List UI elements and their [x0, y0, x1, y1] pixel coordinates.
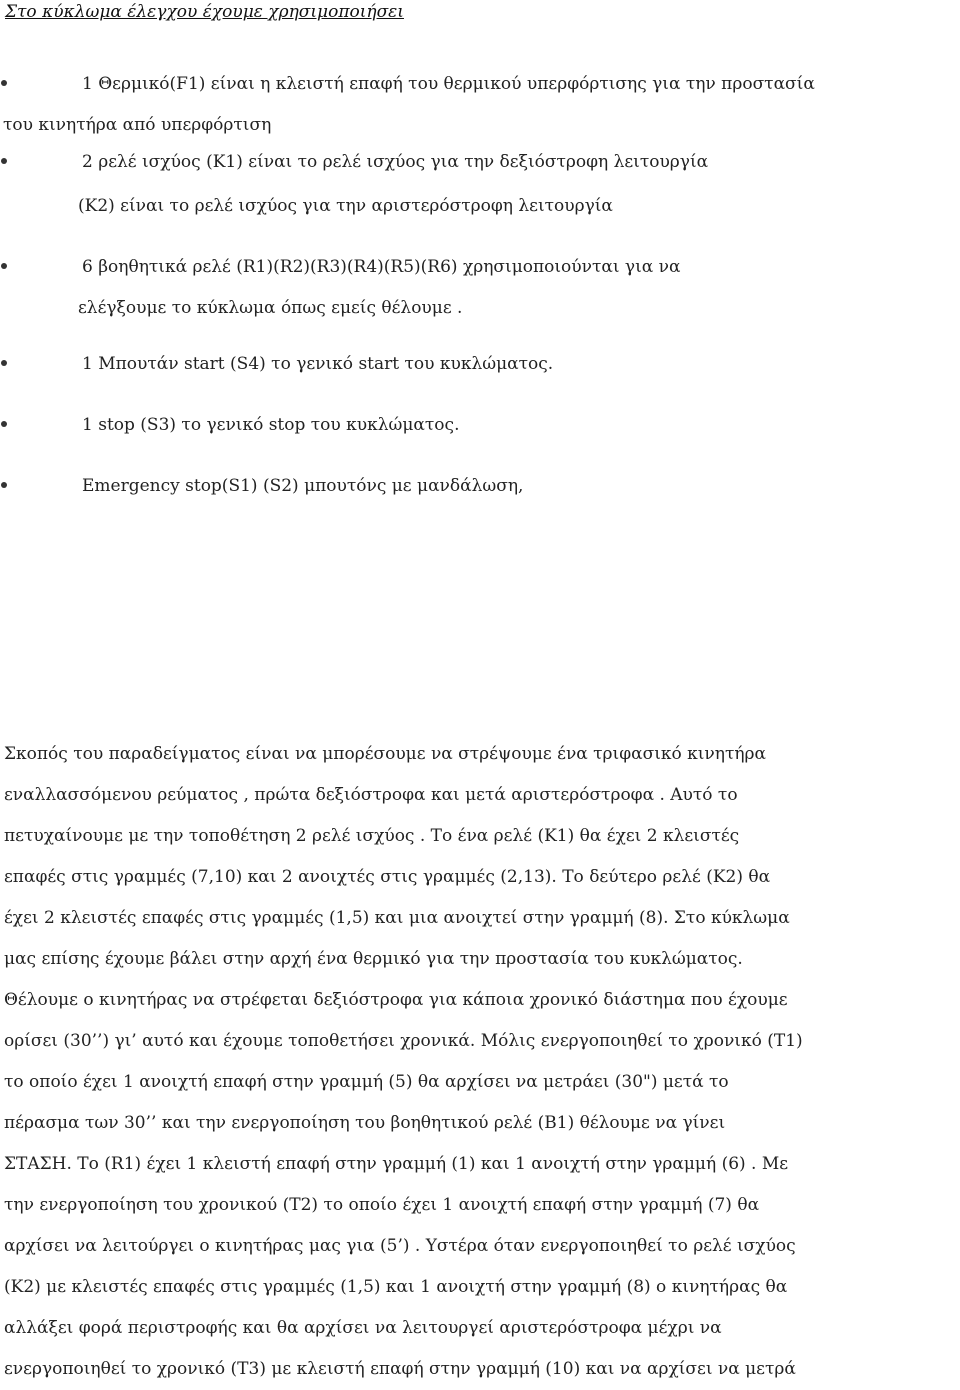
paragraph-line: μας επίσης έχουμε βάλει στην αρχή ένα θερμικό για την προστασία του κυκλώματος.	[4, 949, 743, 969]
bullet-2-line-1: 2 ρελέ ισχύος (Κ1) είναι το ρελέ ισχύος για την δεξιόστροφη λειτουργία	[82, 152, 709, 172]
bullet-4-line-1: 1 Μπουτάν start (S4) το γενικό start του κυκλώματος.	[82, 354, 554, 374]
paragraph-line: επαφές στις γραμμές (7,10) και 2 ανοιχτές στις γραμμές (2,13). Το δεύτερο ρελέ (Κ2) θα	[4, 867, 771, 887]
paragraph-line: έχει 2 κλειστές επαφές στις γραμμές (1,5) και μια ανοιχτεί στην γραμμή (8). Στο κύκλωμα	[4, 908, 790, 928]
section-heading: Στο κύκλωμα έλεγχου έχουμε χρησιμοποιήσει	[5, 2, 404, 22]
bullet-3-line-2: ελέγξουμε το κύκλωμα όπως εμείς θέλουμε .	[78, 298, 463, 318]
bullet-3-line-1: 6 βοηθητικά ρελέ (R1)(R2)(R3)(R4)(R5)(R6) χρησιμοποιούνται για να	[82, 257, 681, 277]
bullet-marker	[1, 80, 7, 86]
paragraph-line: (Κ2) με κλειστές επαφές στις γραμμές (1,5) και 1 ανοιχτή στην γραμμή (8) ο κινητήρας θα	[4, 1277, 788, 1297]
paragraph-line: πέρασμα των 30’’ και την ενεργοποίηση του βοηθητικού ρελέ (Β1) θέλουμε να γίνει	[4, 1113, 726, 1133]
paragraph-line: την ενεργοποίηση του χρονικού (Τ2) το οποίο έχει 1 ανοιχτή επαφή στην γραμμή (7) θα	[4, 1195, 760, 1215]
bullet-marker	[1, 158, 7, 164]
paragraph-line: το οποίο έχει 1 ανοιχτή επαφή στην γραμμή (5) θα αρχίσει να μετράει (30") μετά το	[4, 1072, 729, 1092]
bullet-marker	[1, 263, 7, 269]
body-paragraph	[4, 734, 958, 1390]
bullet-5-line-1: 1 stop (S3) το γενικό stop του κυκλώματος.	[82, 415, 460, 435]
paragraph-line: πετυχαίνουμε με την τοποθέτηση 2 ρελέ ισχύος . Το ένα ρελέ (Κ1) θα έχει 2 κλειστές	[4, 826, 740, 846]
paragraph-line: αλλάξει φορά περιστροφής και θα αρχίσει να λειτουργεί αριστερόστροφα μέχρι να	[4, 1318, 722, 1338]
paragraph-line: Σκοπός του παραδείγματος είναι να μπορέσουμε να στρέψουμε ένα τριφασικό κινητήρα	[4, 744, 767, 764]
paragraph-line: Θέλουμε ο κινητήρας να στρέφεται δεξιόστροφα για κάποια χρονικό διάστημα που έχουμε	[4, 990, 788, 1010]
bullet-marker	[1, 421, 7, 427]
paragraph-line: εναλλασσόμενου ρεύματος , πρώτα δεξιόστροφα και μετά αριστερόστροφα . Αυτό το	[4, 785, 738, 805]
paragraph-line: ορίσει (30’’) γι’ αυτό και έχουμε τοποθετήσει χρονικά. Μόλις ενεργοποιηθεί το χρονικό (Τ1)	[4, 1031, 803, 1051]
bullet-2-line-2: (Κ2) είναι το ρελέ ισχύος για την αριστερόστροφη λειτουργία	[78, 196, 613, 216]
bullet-marker	[1, 482, 7, 488]
bullet-1-line-1: 1 Θερμικό(F1) είναι η κλειστή επαφή του θερμικού υπερφόρτισης για την προστασία	[82, 74, 815, 94]
bullet-marker	[1, 360, 7, 366]
bullet-1-line-2: του κινητήρα από υπερφόρτιση	[3, 115, 272, 135]
paragraph-line: ενεργοποιηθεί το χρονικό (Τ3) με κλειστή επαφή στην γραμμή (10) και να αρχίσει να μετρά	[4, 1359, 796, 1379]
paragraph-line: ΣΤΑΣΗ. Το (R1) έχει 1 κλειστή επαφή στην γραμμή (1) και 1 ανοιχτή στην γραμμή (6) . Με	[4, 1154, 789, 1174]
bullet-6-line-1: Emergency stop(S1) (S2) μπουτόνς με μανδάλωση,	[82, 476, 524, 496]
paragraph-line: αρχίσει να λειτούργει ο κινητήρας μας για (5’) . Υστέρα όταν ενεργοποιηθεί το ρελέ ισχύος	[4, 1236, 796, 1256]
